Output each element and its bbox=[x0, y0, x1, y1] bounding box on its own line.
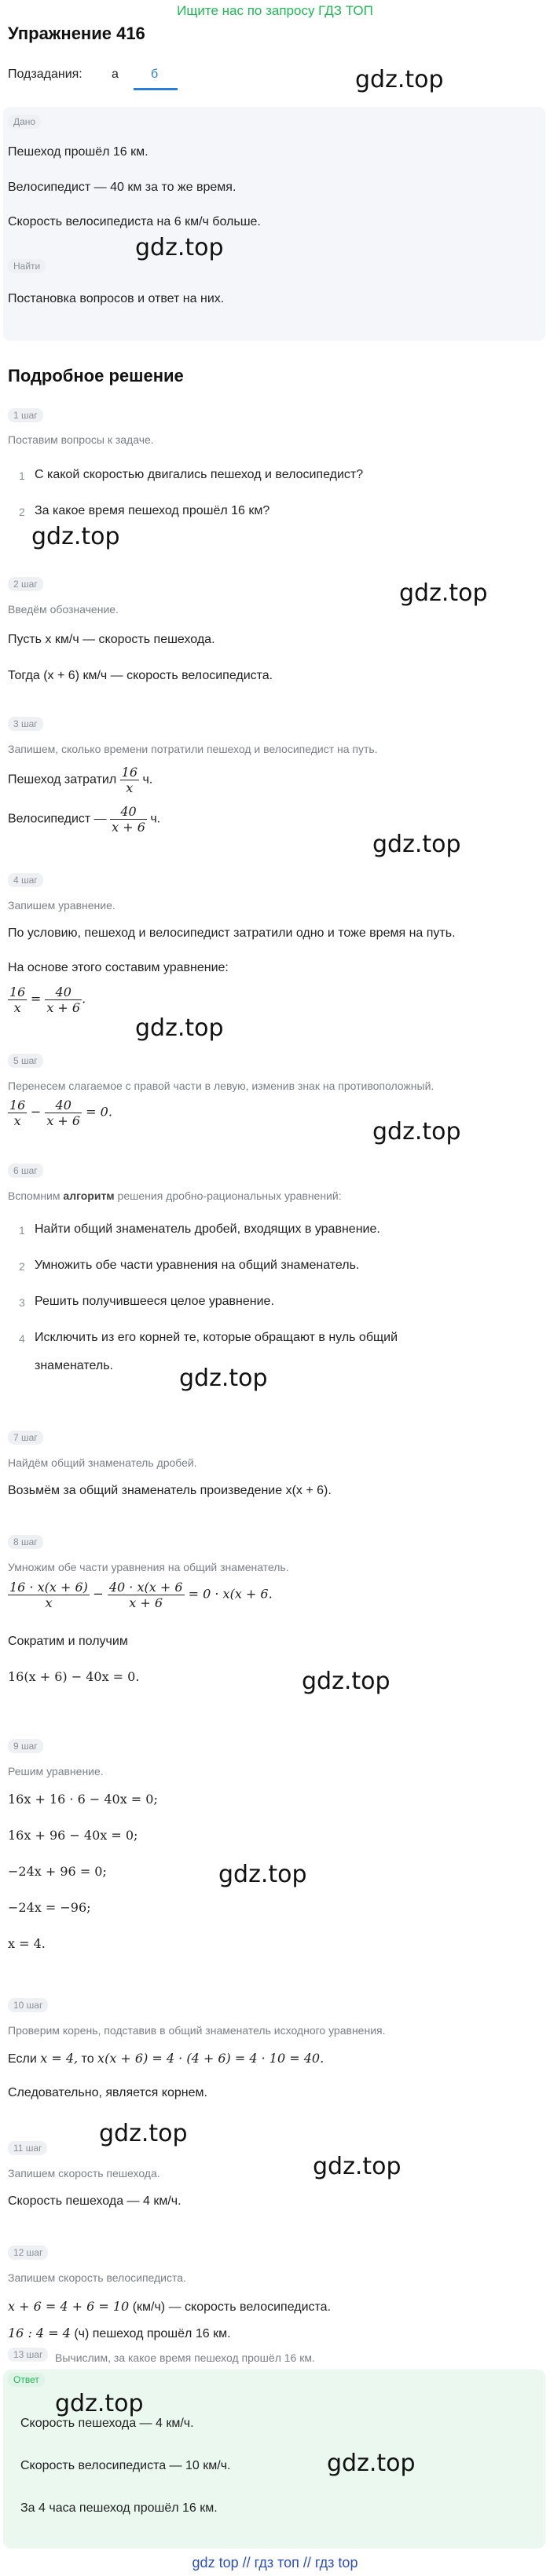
step-12-tag: 12 шаг bbox=[8, 2245, 48, 2260]
answer-line-1: Скорость пешехода — 4 км/ч. bbox=[20, 2417, 194, 2430]
list-number: 2 bbox=[19, 506, 25, 518]
step-10-tag: 10 шаг bbox=[8, 1998, 48, 2012]
equation-line: x = 4. bbox=[8, 1936, 46, 1951]
step-2-note: Введём обозначение. bbox=[8, 603, 119, 616]
find-line: Постановка вопросов и ответ на них. bbox=[8, 292, 225, 305]
step-13-note: Вычислим, за какое время пешеход прошёл 16 км. bbox=[55, 2351, 315, 2364]
step-4-line-2: На основе этого составим уравнение: bbox=[8, 961, 229, 974]
step-13-line-1: 16 : 4 = 4 (ч) пешеход прошёл 16 км. bbox=[8, 2326, 231, 2340]
step-5-tag: 5 шаг bbox=[8, 1054, 43, 1068]
step-2-line-1: Пусть x км/ч — скорость пешехода. bbox=[8, 633, 215, 646]
page-title: Упражнение 416 bbox=[8, 24, 145, 43]
watermark: gdz.top bbox=[313, 2153, 402, 2180]
step-8-line-2: Сократим и получим bbox=[8, 1635, 128, 1648]
given-line-2: Велосипедист — 40 км за то же время. bbox=[8, 181, 236, 194]
equation-line: 16x + 96 − 40x = 0; bbox=[8, 1828, 138, 1843]
equation-line: 16x + 16 · 6 − 40x = 0; bbox=[8, 1792, 158, 1807]
step-2-tag: 2 шаг bbox=[8, 577, 43, 591]
algorithm-step-3: Решить получившееся целое уравнение. bbox=[35, 1295, 274, 1308]
question-2: За какое время пешеход прошёл 16 км? bbox=[35, 504, 270, 517]
step-11-tag: 11 шаг bbox=[8, 2141, 47, 2155]
step-8-note: Умножим обе части уравнения на общий знаменатель. bbox=[8, 1561, 289, 1573]
step-4-note: Запишем уравнение. bbox=[8, 899, 116, 912]
watermark: gdz.top bbox=[399, 579, 488, 607]
step-3-line-2 bbox=[8, 804, 160, 835]
solution-title: Подробное решение bbox=[8, 366, 184, 385]
equation-line: −24x = −96; bbox=[8, 1900, 91, 1915]
step-4-line-1: По условию, пешеход и велосипедист затратили одно и тоже время на путь. bbox=[8, 926, 456, 940]
footer-links[interactable]: gdz top // гдз топ // гдз top bbox=[192, 2555, 358, 2571]
step-13-tag: 13 шаг bbox=[8, 2348, 48, 2362]
step-7-note: Найдём общий знаменатель дробей. bbox=[8, 1456, 197, 1469]
given-line-3: Скорость велосипедиста на 6 км/ч больше. bbox=[8, 215, 261, 228]
step-9-tag: 9 шаг bbox=[8, 1739, 43, 1753]
step-1-note: Поставим вопросы к задаче. bbox=[8, 433, 154, 446]
equation-3: $\frac{16 \cdot x(x + 6)}{x}$ − $\frac{40 \cdot x(x + 6}{x + 6}$ = 0 · x(x + 6. bbox=[9, 1580, 273, 1610]
step-6-tag: 6 шаг bbox=[8, 1164, 43, 1178]
step-7-line-1: Возьмём за общий знаменатель произведение x(x + 6). bbox=[8, 1484, 332, 1497]
unit-hours: ч. bbox=[142, 773, 153, 787]
step-5-note: Перенесем слагаемое с правой части в левую, изменив знак на противоположный. bbox=[8, 1080, 434, 1092]
step-9-note: Решим уравнение. bbox=[8, 1765, 104, 1778]
step-7-tag: 7 шаг bbox=[8, 1431, 43, 1445]
algorithm-step-1: Найти общий знаменатель дробей, входящих в уравнение. bbox=[35, 1222, 380, 1236]
watermark: gdz.top bbox=[99, 2120, 188, 2147]
step-10-note: Проверим корень, подставив в общий знаменатель исходного уравнения. bbox=[8, 2024, 386, 2037]
answer-tag: Ответ bbox=[8, 2373, 45, 2387]
step-12-line-1: x + 6 = 4 + 6 = 10 (км/ч) — скорость велосипедиста. bbox=[8, 2299, 332, 2314]
step-3-tag: 3 шаг bbox=[8, 717, 43, 731]
step-6-note: Вспомним алгоритм решения дробно-рациональных уравнений: bbox=[8, 1189, 342, 1202]
active-tab-indicator bbox=[134, 88, 178, 90]
step-12-note: Запишем скорость велосипедиста. bbox=[8, 2271, 186, 2284]
step-10-line-1: Если x = 4, то x(x + 6) = 4 · (4 + 6) = 4 · 10 = 40. bbox=[8, 2051, 324, 2066]
given-line-1: Пешеход прошёл 16 км. bbox=[8, 145, 148, 159]
subtasks-label: Подзадания: bbox=[8, 68, 82, 81]
algorithm-link[interactable]: алгоритм bbox=[63, 1189, 115, 1202]
step-4-tag: 4 шаг bbox=[8, 873, 43, 887]
step-1-tag: 1 шаг bbox=[8, 408, 43, 422]
question-1: С какой скоростью двигались пешеход и велосипедист? bbox=[35, 468, 364, 481]
given-tag: Дано bbox=[8, 115, 41, 129]
equation-2: $\frac{16}{x}$ − $\frac{40}{x + 6}$ = 0. bbox=[9, 1098, 112, 1128]
step-3-line-1 bbox=[8, 765, 152, 795]
step-2-line-2: Тогда (x + 6) км/ч — скорость велосипедиста. bbox=[8, 669, 273, 682]
algorithm-step-4-cont: знаменатель. bbox=[35, 1359, 113, 1372]
answer-line-2: Скорость велосипедиста — 10 км/ч. bbox=[20, 2459, 231, 2472]
equation-1: $\frac{16}{x}$ = $\frac{40}{x + 6}$ . bbox=[9, 985, 86, 1015]
subtask-tab-b[interactable]: б bbox=[151, 68, 159, 81]
unit-hours: ч. bbox=[150, 812, 161, 826]
watermark: gdz.top bbox=[218, 1861, 307, 1888]
step-8-tag: 8 шаг bbox=[8, 1535, 43, 1549]
watermark: gdz.top bbox=[135, 1014, 224, 1042]
step-11-note: Запишем скорость пешехода. bbox=[8, 2167, 160, 2180]
watermark: gdz.top bbox=[31, 523, 120, 550]
subtask-tab-a[interactable]: а bbox=[112, 68, 119, 81]
watermark: gdz.top bbox=[327, 2450, 416, 2477]
watermark: gdz.top bbox=[302, 1668, 390, 1695]
watermark: gdz.top bbox=[135, 234, 224, 261]
find-tag: Найти bbox=[8, 259, 46, 273]
step-3-line-1-text: Пешеход затратил bbox=[8, 773, 117, 787]
algorithm-step-4: Исключить из его корней те, которые обращают в нуль общий bbox=[35, 1331, 398, 1344]
step-3-line-2-text: Велосипедист — bbox=[8, 812, 107, 826]
step-3-note: Запишем, сколько времени потратили пешеход и велосипедист на путь. bbox=[8, 743, 378, 755]
step-11-line-1: Скорость пешехода — 4 км/ч. bbox=[8, 2194, 182, 2208]
equation-line: −24x + 96 = 0; bbox=[8, 1864, 107, 1879]
watermark: gdz.top bbox=[372, 1118, 461, 1145]
algorithm-step-2: Умножить обе части уравнения на общий знаменатель. bbox=[35, 1259, 360, 1272]
fraction-16-over-x: $\frac{16}{x}$ bbox=[121, 765, 138, 795]
watermark: gdz.top bbox=[179, 1365, 268, 1392]
list-number: 1 bbox=[19, 470, 25, 482]
watermark: gdz.top bbox=[355, 66, 444, 93]
equation-4: 16(x + 6) − 40x = 0. bbox=[8, 1669, 140, 1684]
watermark: gdz.top bbox=[372, 831, 461, 858]
fraction-40-over-x-plus-6: $\frac{40}{x + 6}$ bbox=[112, 804, 145, 835]
step-10-line-2: Следовательно, является корнем. bbox=[8, 2086, 207, 2099]
search-banner[interactable]: Ищите нас по запросу ГДЗ ТОП bbox=[177, 3, 373, 18]
answer-line-3: За 4 часа пешеход прошёл 16 км. bbox=[20, 2501, 218, 2515]
watermark: gdz.top bbox=[55, 2390, 144, 2417]
